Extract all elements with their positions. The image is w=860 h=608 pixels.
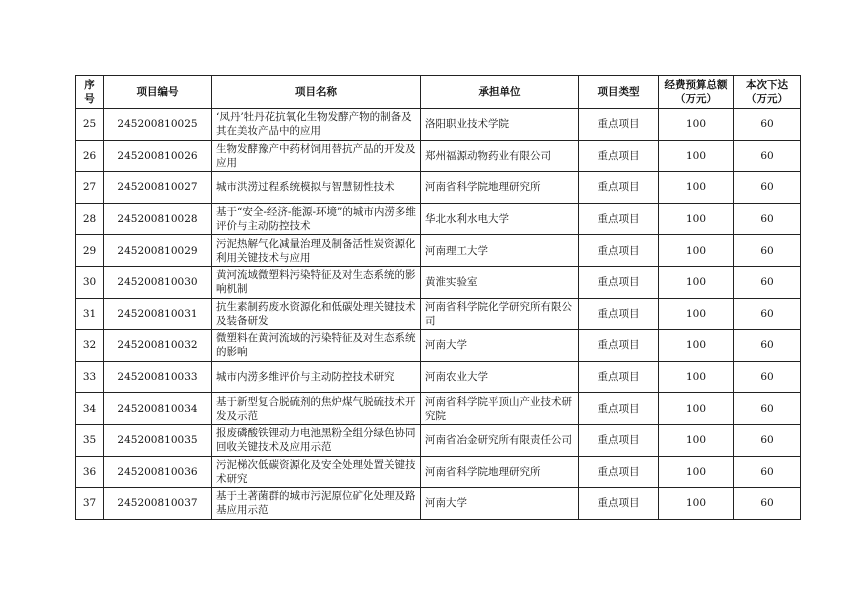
cell-project-name: 抗生素制药废水资源化和低碳处理关键技术及装备研发 bbox=[212, 298, 421, 330]
table-row bbox=[76, 140, 801, 172]
cell-project-name: ‘凤丹’牡丹花抗氧化生物发酵产物的制备及其在美妆产品中的应用 bbox=[212, 109, 421, 141]
cell-budget: 100 bbox=[659, 235, 734, 267]
cell-code: 245200810036 bbox=[104, 456, 212, 488]
cell-budget: 100 bbox=[659, 456, 734, 488]
cell-issued: 60 bbox=[734, 456, 801, 488]
cell-type: 重点项目 bbox=[579, 393, 659, 425]
header-unit: 承担单位 bbox=[421, 76, 579, 109]
cell-code: 245200810025 bbox=[104, 109, 212, 141]
cell-type: 重点项目 bbox=[579, 424, 659, 456]
cell-issued: 60 bbox=[734, 330, 801, 362]
cell-project-name: 基于土著菌群的城市污泥原位矿化处理及路基应用示范 bbox=[212, 488, 421, 520]
cell-unit: 河南理工大学 bbox=[421, 235, 579, 267]
cell-code: 245200810033 bbox=[104, 361, 212, 393]
cell-project-name: 黄河流域微塑料污染特征及对生态系统的影响机制 bbox=[212, 266, 421, 298]
cell-code: 245200810028 bbox=[104, 203, 212, 235]
cell-type: 重点项目 bbox=[579, 361, 659, 393]
cell-unit: 河南省冶金研究所有限责任公司 bbox=[421, 424, 579, 456]
cell-project-name: 微塑料在黄河流域的污染特征及对生态系统的影响 bbox=[212, 330, 421, 362]
cell-serial: 31 bbox=[76, 298, 104, 330]
cell-type: 重点项目 bbox=[579, 109, 659, 141]
header-type: 项目类型 bbox=[579, 76, 659, 109]
header-name: 项目名称 bbox=[212, 76, 421, 109]
cell-serial: 34 bbox=[76, 393, 104, 425]
cell-serial: 32 bbox=[76, 330, 104, 362]
cell-serial: 26 bbox=[76, 140, 104, 172]
cell-type: 重点项目 bbox=[579, 488, 659, 520]
cell-code: 245200810037 bbox=[104, 488, 212, 520]
cell-budget: 100 bbox=[659, 424, 734, 456]
cell-type: 重点项目 bbox=[579, 330, 659, 362]
cell-budget: 100 bbox=[659, 140, 734, 172]
table-row bbox=[76, 235, 801, 267]
cell-unit: 河南农业大学 bbox=[421, 361, 579, 393]
header-row bbox=[76, 76, 801, 109]
table-row bbox=[76, 488, 801, 520]
cell-serial: 25 bbox=[76, 109, 104, 141]
table-row bbox=[76, 203, 801, 235]
cell-budget: 100 bbox=[659, 266, 734, 298]
cell-unit: 河南大学 bbox=[421, 330, 579, 362]
cell-type: 重点项目 bbox=[579, 203, 659, 235]
header-code: 项目编号 bbox=[104, 76, 212, 109]
cell-project-name: 基于新型复合脱硫剂的焦炉煤气脱硫技术开发及示范 bbox=[212, 393, 421, 425]
cell-budget: 100 bbox=[659, 488, 734, 520]
cell-serial: 29 bbox=[76, 235, 104, 267]
cell-serial: 30 bbox=[76, 266, 104, 298]
cell-issued: 60 bbox=[734, 298, 801, 330]
table-header bbox=[76, 76, 801, 109]
table-row bbox=[76, 266, 801, 298]
cell-serial: 27 bbox=[76, 172, 104, 204]
cell-type: 重点项目 bbox=[579, 140, 659, 172]
cell-type: 重点项目 bbox=[579, 456, 659, 488]
cell-code: 245200810027 bbox=[104, 172, 212, 204]
cell-budget: 100 bbox=[659, 172, 734, 204]
cell-unit: 河南大学 bbox=[421, 488, 579, 520]
cell-unit: 河南省科学院地理研究所 bbox=[421, 456, 579, 488]
cell-code: 245200810026 bbox=[104, 140, 212, 172]
cell-code: 245200810029 bbox=[104, 235, 212, 267]
header-budget: 经费预算总额（万元） bbox=[659, 76, 734, 109]
cell-unit: 洛阳职业技术学院 bbox=[421, 109, 579, 141]
cell-type: 重点项目 bbox=[579, 298, 659, 330]
cell-issued: 60 bbox=[734, 109, 801, 141]
cell-project-name: 城市洪涝过程系统模拟与智慧韧性技术 bbox=[212, 172, 421, 204]
cell-issued: 60 bbox=[734, 266, 801, 298]
table-row bbox=[76, 424, 801, 456]
table-body bbox=[76, 109, 801, 520]
cell-unit: 河南省科学院化学研究所有限公司 bbox=[421, 298, 579, 330]
table-row bbox=[76, 298, 801, 330]
table-row bbox=[76, 393, 801, 425]
table-row bbox=[76, 330, 801, 362]
table-row bbox=[76, 361, 801, 393]
table-row bbox=[76, 109, 801, 141]
cell-issued: 60 bbox=[734, 140, 801, 172]
cell-budget: 100 bbox=[659, 109, 734, 141]
cell-code: 245200810035 bbox=[104, 424, 212, 456]
cell-project-name: 污泥梯次低碳资源化及安全处理处置关键技术研究 bbox=[212, 456, 421, 488]
cell-unit: 黄淮实验室 bbox=[421, 266, 579, 298]
cell-type: 重点项目 bbox=[579, 235, 659, 267]
cell-issued: 60 bbox=[734, 361, 801, 393]
cell-project-name: 城市内涝多维评价与主动防控技术研究 bbox=[212, 361, 421, 393]
cell-code: 245200810032 bbox=[104, 330, 212, 362]
cell-issued: 60 bbox=[734, 235, 801, 267]
cell-issued: 60 bbox=[734, 393, 801, 425]
cell-serial: 37 bbox=[76, 488, 104, 520]
cell-issued: 60 bbox=[734, 424, 801, 456]
cell-code: 245200810030 bbox=[104, 266, 212, 298]
cell-serial: 35 bbox=[76, 424, 104, 456]
cell-unit: 河南省科学院地理研究所 bbox=[421, 172, 579, 204]
cell-project-name: 污泥热解气化减量治理及制备活性炭资源化利用关键技术与应用 bbox=[212, 235, 421, 267]
cell-budget: 100 bbox=[659, 361, 734, 393]
cell-issued: 60 bbox=[734, 488, 801, 520]
cell-project-name: 基于“安全-经济-能源-环境”的城市内涝多维评价与主动防控技术 bbox=[212, 203, 421, 235]
cell-issued: 60 bbox=[734, 203, 801, 235]
cell-unit: 河南省科学院平顶山产业技术研究院 bbox=[421, 393, 579, 425]
cell-code: 245200810031 bbox=[104, 298, 212, 330]
cell-budget: 100 bbox=[659, 393, 734, 425]
cell-type: 重点项目 bbox=[579, 172, 659, 204]
cell-unit: 华北水利水电大学 bbox=[421, 203, 579, 235]
header-issued: 本次下达（万元） bbox=[734, 76, 801, 109]
cell-project-name: 报废磷酸铁锂动力电池黑粉全组分绿色协同回收关键技术及应用示范 bbox=[212, 424, 421, 456]
header-serial: 序号 bbox=[76, 76, 104, 109]
table-row bbox=[76, 172, 801, 204]
cell-budget: 100 bbox=[659, 298, 734, 330]
project-table bbox=[75, 75, 801, 520]
cell-serial: 36 bbox=[76, 456, 104, 488]
cell-project-name: 生物发酵豫产中药材饲用替抗产品的开发及应用 bbox=[212, 140, 421, 172]
cell-issued: 60 bbox=[734, 172, 801, 204]
cell-serial: 33 bbox=[76, 361, 104, 393]
cell-unit: 郑州福源动物药业有限公司 bbox=[421, 140, 579, 172]
cell-serial: 28 bbox=[76, 203, 104, 235]
cell-code: 245200810034 bbox=[104, 393, 212, 425]
cell-budget: 100 bbox=[659, 330, 734, 362]
cell-type: 重点项目 bbox=[579, 266, 659, 298]
table-row bbox=[76, 456, 801, 488]
cell-budget: 100 bbox=[659, 203, 734, 235]
